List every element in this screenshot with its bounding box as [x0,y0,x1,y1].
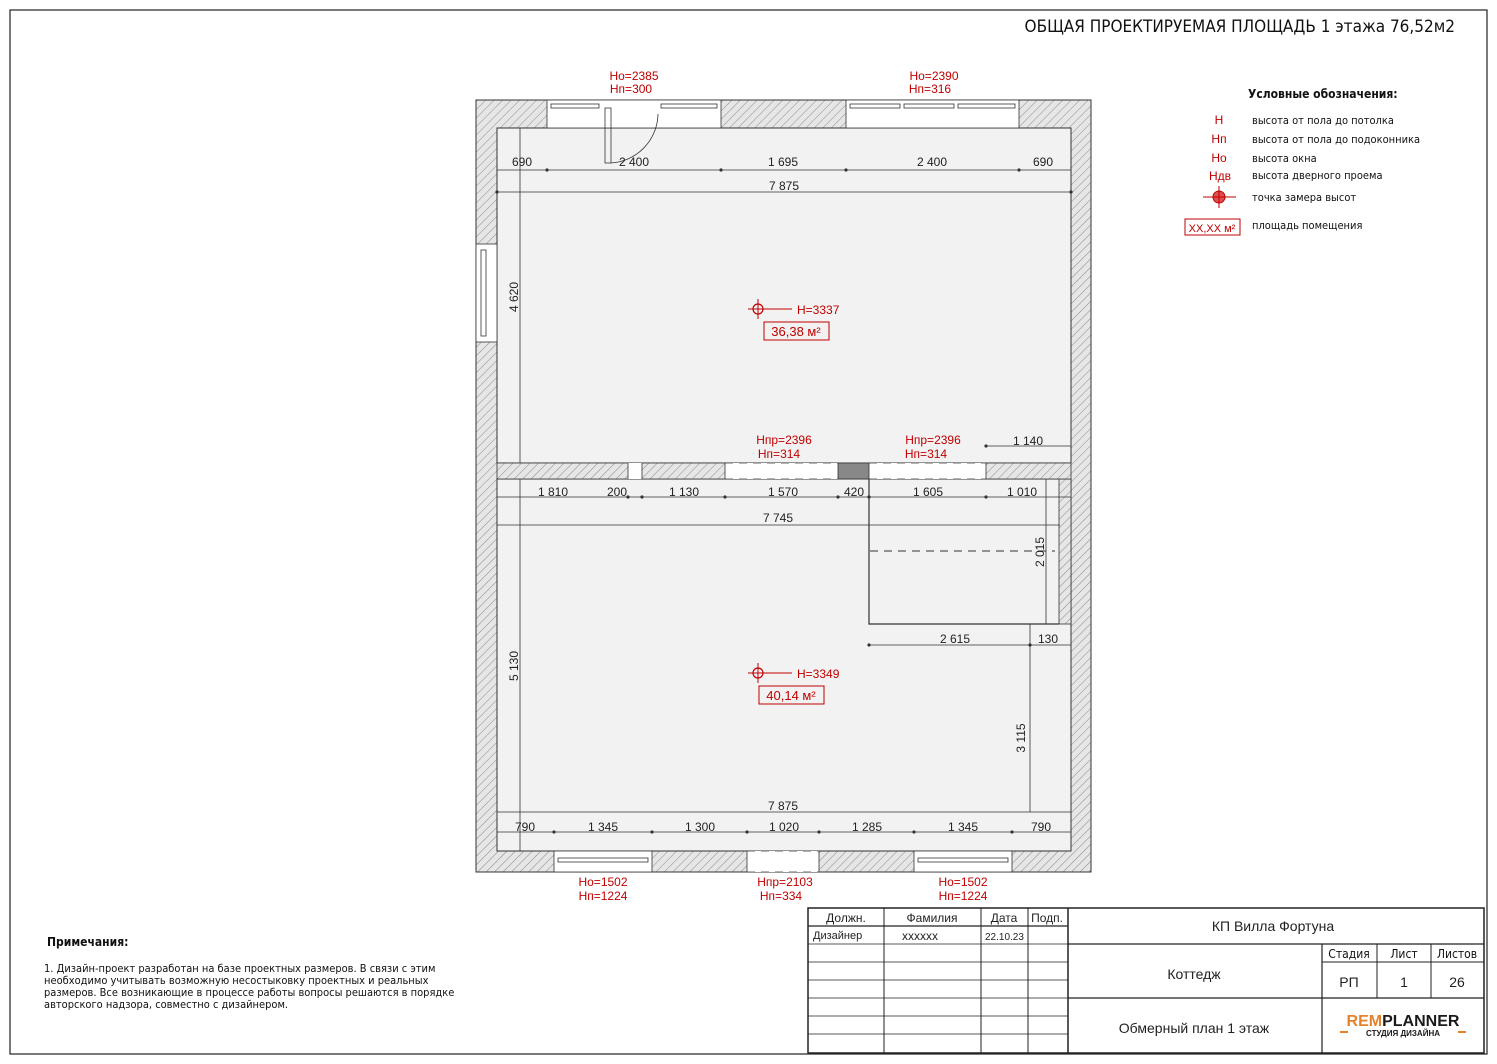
remplanner-logo [1340,1013,1466,1038]
dim-bottom-1285: 1 285 [851,820,883,834]
designer-surname: xxxxxx [902,929,938,943]
dim-130: 130 [1037,632,1059,646]
top-window-right-ho: Hо=2390 [909,69,959,83]
floor-plan [476,69,1091,903]
dim-top-2400-right: 2 400 [916,155,948,169]
col-surname: Фамилия [906,911,958,925]
dim-mid-420: 420 [843,485,865,499]
opening-mid-left-hp: Hп=314 [757,447,801,461]
dim-mid-200: 200 [606,485,628,499]
legend-symbol-hdv: Hдв [1208,169,1232,183]
page-title: ОБЩАЯ ПРОЕКТИРУЕМАЯ ПЛОЩАДЬ 1 этажа 76,52м2 [1024,17,1455,37]
legend [1185,87,1420,235]
lower-room-height: H=3349 [797,667,840,681]
bottom-opening-hp: Hп=334 [759,889,803,903]
legend-text-ho: высота окна [1252,152,1317,165]
dim-mid-1010: 1 010 [1006,485,1038,499]
legend-text-point: точка замера высот [1252,191,1357,204]
legend-text-hp: высота от пола до подоконника [1252,133,1421,146]
logo-wordmark: REMPLANNER [1346,1013,1460,1030]
notes-line-4: авторского надзора, совместно с дизайнером. [44,998,289,1011]
dim-mid-total: 7 745 [762,511,794,525]
dim-1140: 1 140 [1012,434,1044,448]
bottom-window-left-ho: Hо=1502 [578,875,628,889]
dim-top-690-left: 690 [511,155,533,169]
col-date: Дата [990,911,1018,925]
object-name: Коттедж [1167,966,1221,982]
dim-top-2400-left: 2 400 [618,155,650,169]
title-block-text [813,911,1477,1038]
dim-bottom-1300: 1 300 [684,820,716,834]
upper-room-height: H=3337 [797,303,840,317]
dim-2615: 2 615 [939,632,971,646]
designer-date: 22.10.23 [985,932,1024,943]
legend-symbol-ho: Hо [1211,151,1227,165]
opening-mid-right-hpr: Hпр=2396 [905,433,961,447]
dim-bottom-790-left: 790 [514,820,536,834]
measure-point-icon [1203,186,1236,208]
dim-bottom-790-right: 790 [1030,820,1052,834]
sheet-label: Лист [1390,947,1418,961]
opening-mid-left-hpr: Hпр=2396 [756,433,812,447]
dim-top-1695: 1 695 [767,155,799,169]
top-window-left-ho: Hо=2385 [609,69,659,83]
notes [44,935,454,1011]
bottom-window-left [554,851,652,872]
logo-subtitle: СТУДИЯ ДИЗАЙНА [1366,1029,1440,1038]
dim-bottom-1345-left: 1 345 [587,820,619,834]
bottom-window-right [914,851,1012,872]
dim-bottom-total: 7 875 [767,799,799,813]
wall-niche [1059,479,1071,624]
bottom-window-right-ho: Hо=1502 [938,875,988,889]
dim-upper-height: 4 620 [507,281,521,313]
dim-top-690-right: 690 [1032,155,1054,169]
upper-room-area: 36,38 м² [771,324,821,339]
lower-room [497,479,1071,851]
notes-line-3: размеров. Все возникающие в процессе работы вопросы решаются в порядке [44,986,455,999]
sheet-value: 1 [1400,974,1408,990]
stage-label: Стадия [1328,947,1370,961]
designer-position: Дизайнер [813,930,863,942]
bottom-opening-hpr: Hпр=2103 [757,875,813,889]
dim-2015: 2 015 [1033,536,1047,568]
legend-symbol-hp: Hп [1211,132,1227,146]
notes-line-1: 1. Дизайн-проект разработан на базе проектных размеров. В связи с этим [44,962,436,975]
legend-text-area: площадь помещения [1252,219,1363,232]
sheets-label: Листов [1436,947,1478,961]
notes-line-2: необходимо учитывать возможную несостыковку проектных и реальных [44,974,429,987]
dim-bottom-1020: 1 020 [768,820,800,834]
left-window [476,244,497,342]
top-window-right-hp: Hп=316 [908,82,952,96]
bottom-window-left-hp: Hп=1224 [578,889,628,903]
legend-text-h: высота от пола до потолка [1252,114,1394,127]
column [838,463,869,479]
legend-symbol-h: H [1214,113,1224,127]
sheet-name: Обмерный план 1 этаж [1118,1020,1270,1036]
dim-mid-1605: 1 605 [912,485,944,499]
notes-heading: Примечания: [47,935,129,949]
bottom-window-right-hp: Hп=1224 [938,889,988,903]
dim-3115: 3 115 [1014,723,1028,753]
sheets-value: 26 [1449,974,1465,990]
col-position: Должн. [826,911,866,925]
dim-top-total: 7 875 [768,179,800,193]
top-window-left-hp: Hп=300 [609,82,653,96]
col-sign: Подп. [1031,911,1063,925]
legend-heading: Условные обозначения: [1248,87,1398,101]
lower-room-area: 40,14 м² [766,688,816,703]
stage-value: РП [1339,974,1359,990]
dim-mid-1130: 1 130 [668,485,700,499]
opening-mid-right-hp: Hп=314 [904,447,948,461]
dim-lower-height: 5 130 [507,650,521,682]
legend-text-hdv: высота дверного проема [1252,169,1383,182]
dim-bottom-1345-right: 1 345 [947,820,979,834]
legend-symbol-area: XX,XX м² [1188,223,1236,235]
dim-mid-1810: 1 810 [537,485,569,499]
bottom-opening [747,851,819,872]
project-name: КП Вилла Фортуна [1211,918,1335,934]
dim-mid-1570: 1 570 [767,485,799,499]
